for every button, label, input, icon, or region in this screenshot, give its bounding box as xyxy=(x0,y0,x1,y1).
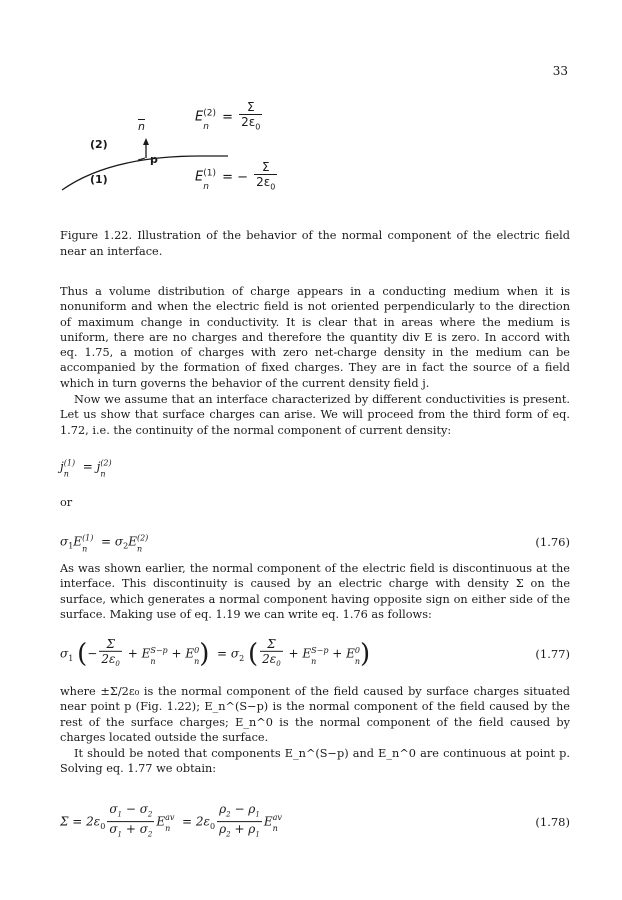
figure-caption: Figure 1.22. Illustration of the behavior of the normal component of the electric field near an interface. xyxy=(60,229,570,258)
paragraph-1-text: Thus a volume distribution of charge appears in a conducting medium when it is nonuniform and when the electric field is not oriented perpendicularly to the direction of maximum change in conductivity. It is clear that in areas where the medium is uniform, there are no charges and therefore the quantity div E is zero. In accord with eq. 1.75, a motion of charges with zero net-charge density in the medium can be accompanied by the formation of fixed charges. They are in fact the source of a field which in turn governs the behavior of the current density field j. xyxy=(60,285,570,390)
eq-177-body: $\sigma_1$ (− $\frac{\Sigma}{2\varepsilon_0}$ + $E^{S-p}$ n + $E^0$ n ) = $\sigma_2$ ( $\frac{\Sigma}{2\varepsilon_0}$ + $E^{S-p}$ n + $E^0$ n ) xyxy=(60,636,371,670)
equation-1-77 xyxy=(60,630,570,678)
paragraph-5-text: It should be noted that components E_n^(S−p) and E_n^0 are continuous at point p. Solving eq. 1.77 we obtain: xyxy=(60,747,570,776)
point-label: p xyxy=(150,153,158,166)
or-word: or xyxy=(60,496,73,509)
equation-current-continuity xyxy=(60,446,570,486)
eq-176-body: $\sigma_1E^{(1)}$ n = $\sigma_2E^{(2)}$ n xyxy=(60,533,149,554)
figure-interface-diagram xyxy=(50,98,350,208)
field-lower-label: $E^{(1)}$ n = − $\frac{\Sigma}{2\varepsilon_0}$ xyxy=(195,160,276,192)
field-upper-label: $E^{(2)}$ n = $\frac{\Sigma}{2\varepsilon_0}$ xyxy=(195,100,261,132)
normal-label: $\overline{n}$ xyxy=(138,120,145,133)
paragraph-5 xyxy=(60,746,570,777)
eq-178-number: (1.78) xyxy=(535,815,570,829)
eq-178-body: $\Sigma = 2\varepsilon_0$ $\frac{\sigma_1 - \sigma_2}{\sigma_1 + \sigma_2}$ $E^{av}$ n = $2\varepsilon_0$ $\frac{\rho_2 - \rho_1}{\rho_2 + \rho_1}$ $E^{av}$ n xyxy=(60,802,282,839)
eq-current-body: $j^{(1)}$ n = $j^{(2)}$ n xyxy=(60,458,112,479)
paragraph-4 xyxy=(60,684,570,745)
paragraph-1 xyxy=(60,284,570,391)
eq-177-number: (1.77) xyxy=(535,647,570,661)
region-lower-label: (1) xyxy=(90,173,108,186)
paragraph-3 xyxy=(60,561,570,622)
paragraph-2 xyxy=(60,392,570,438)
arrowhead-icon xyxy=(143,138,149,145)
paragraph-2-text: Now we assume that an interface characterized by different conductivities is present. Let us show that surface charges can arise. We will proceed from the third form of eq. 1.72, i.e. the continuity of the normal component of current density: xyxy=(60,393,570,437)
region-upper-label: (2) xyxy=(90,138,108,151)
equation-1-76 xyxy=(60,522,570,562)
page-number: 33 xyxy=(552,64,568,78)
equation-1-78 xyxy=(60,798,570,846)
paragraph-4-text: where ±Σ/2ε₀ is the normal component of the field caused by surface charges situated near point p (Fig. 1.22); E_n^(S−p) is the normal component of the field caused by the rest of the surface charges; E_n^0 is the normal component of the field caused by charges located outside the surface. xyxy=(60,685,570,744)
paragraph-3-text: As was shown earlier, the normal component of the electric field is discontinuous at the interface. This discontinuity is caused by an electric charge with density Σ on the surface, which generates a normal component having opposite sign on either side of the surface. Making use of eq. 1.19 we can write eq. 1.76 as follows: xyxy=(60,562,570,621)
eq-176-number: (1.76) xyxy=(535,535,570,549)
